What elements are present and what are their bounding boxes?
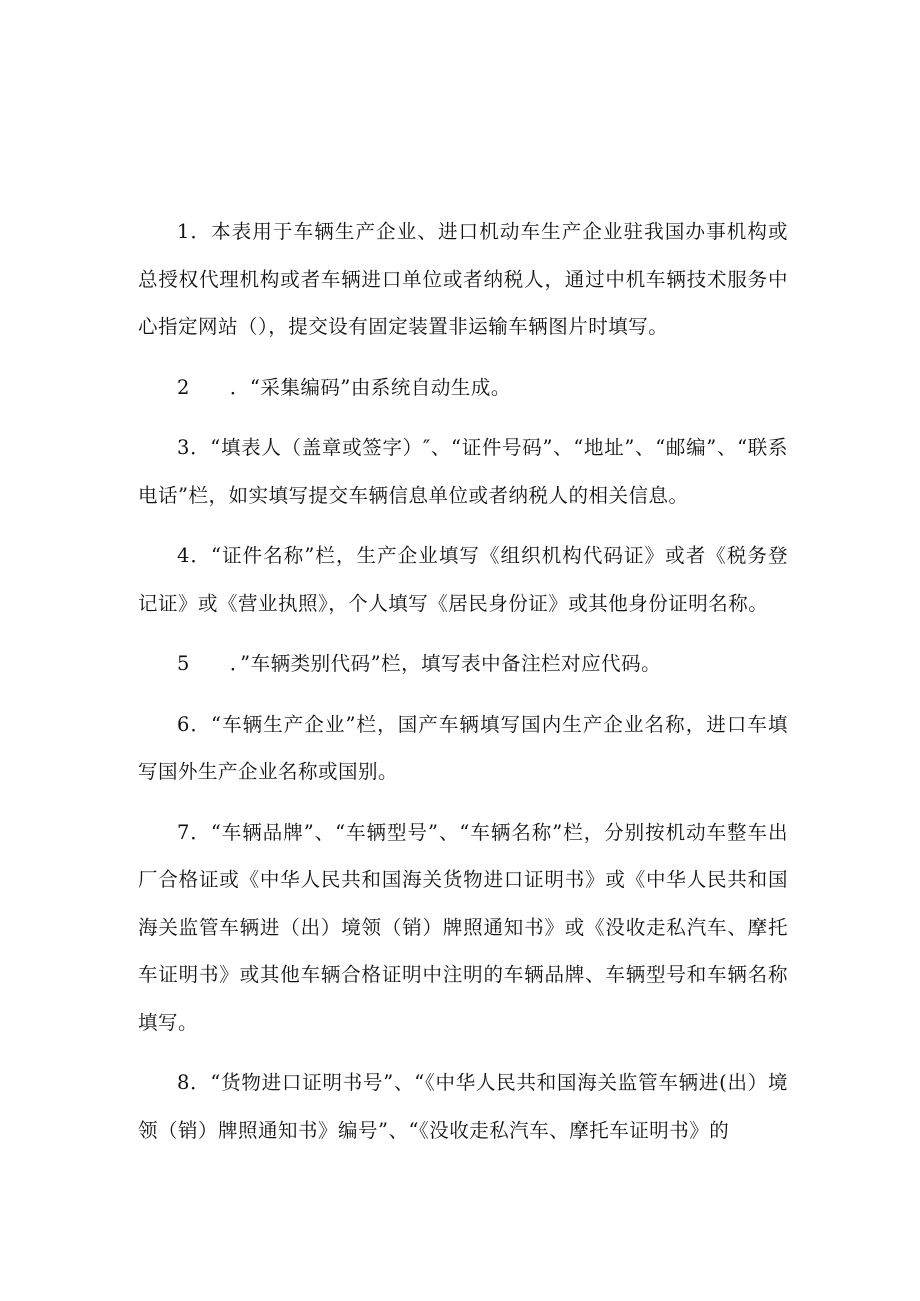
- instruction-paragraph-1: 1．本表用于车辆生产企业、进口机动车生产企业驻我国办事机构或总授权代理机构或者车辆进口单位或者纳税人，通过中机车辆技术服务中心指定网站（），提交设有固定装置非运输车辆图片时填写。: [138, 220, 788, 338]
- instruction-paragraph-3: 3．“填表人（盖章或签字）″、“证件号码”、“地址”、“邮编”、“联系电话”栏，如实填写提交车辆信息单位或者纳税人的相关信息。: [138, 436, 788, 507]
- instruction-paragraph-5: 5 ．”车辆类别代码”栏，填写表中备注栏对应代码。: [177, 652, 662, 675]
- instruction-paragraph-6: 6．“车辆生产企业”栏，国产车辆填写国内生产企业名称，进口车填写国外生产企业名称或国别。: [138, 712, 788, 783]
- instructions-body: [138, 208, 788, 1167]
- instruction-paragraph-4: 4．“证件名称”栏，生产企业填写《组织机构代码证》或者《税务登记证》或《营业执照》，个人填写《居民身份证》或其他身份证明名称。: [138, 544, 788, 615]
- instruction-paragraph-7: 7．“车辆品牌”、“车辆型号”、“车辆名称”栏，分别按机动车整车出厂合格证或《中华人民共和国海关货物进口证明书》或《中华人民共和国海关监管车辆进（出）境领（销）牌照通知书》或《没收走私汽车、摩托车证明书》或其他车辆合格证明中注明的车辆品牌、车辆型号和车辆名称填写。: [138, 820, 788, 1034]
- instruction-paragraph-2: 2 ．“采集编码”由系统自动生成。: [177, 375, 511, 399]
- instruction-paragraph-8: 8．“货物进口证明书号”、“《中华人民共和国海关监管车辆进(出）境领（销）牌照通知书》编号”、“《没收走私汽车、摩托车证明书》的: [138, 1071, 788, 1142]
